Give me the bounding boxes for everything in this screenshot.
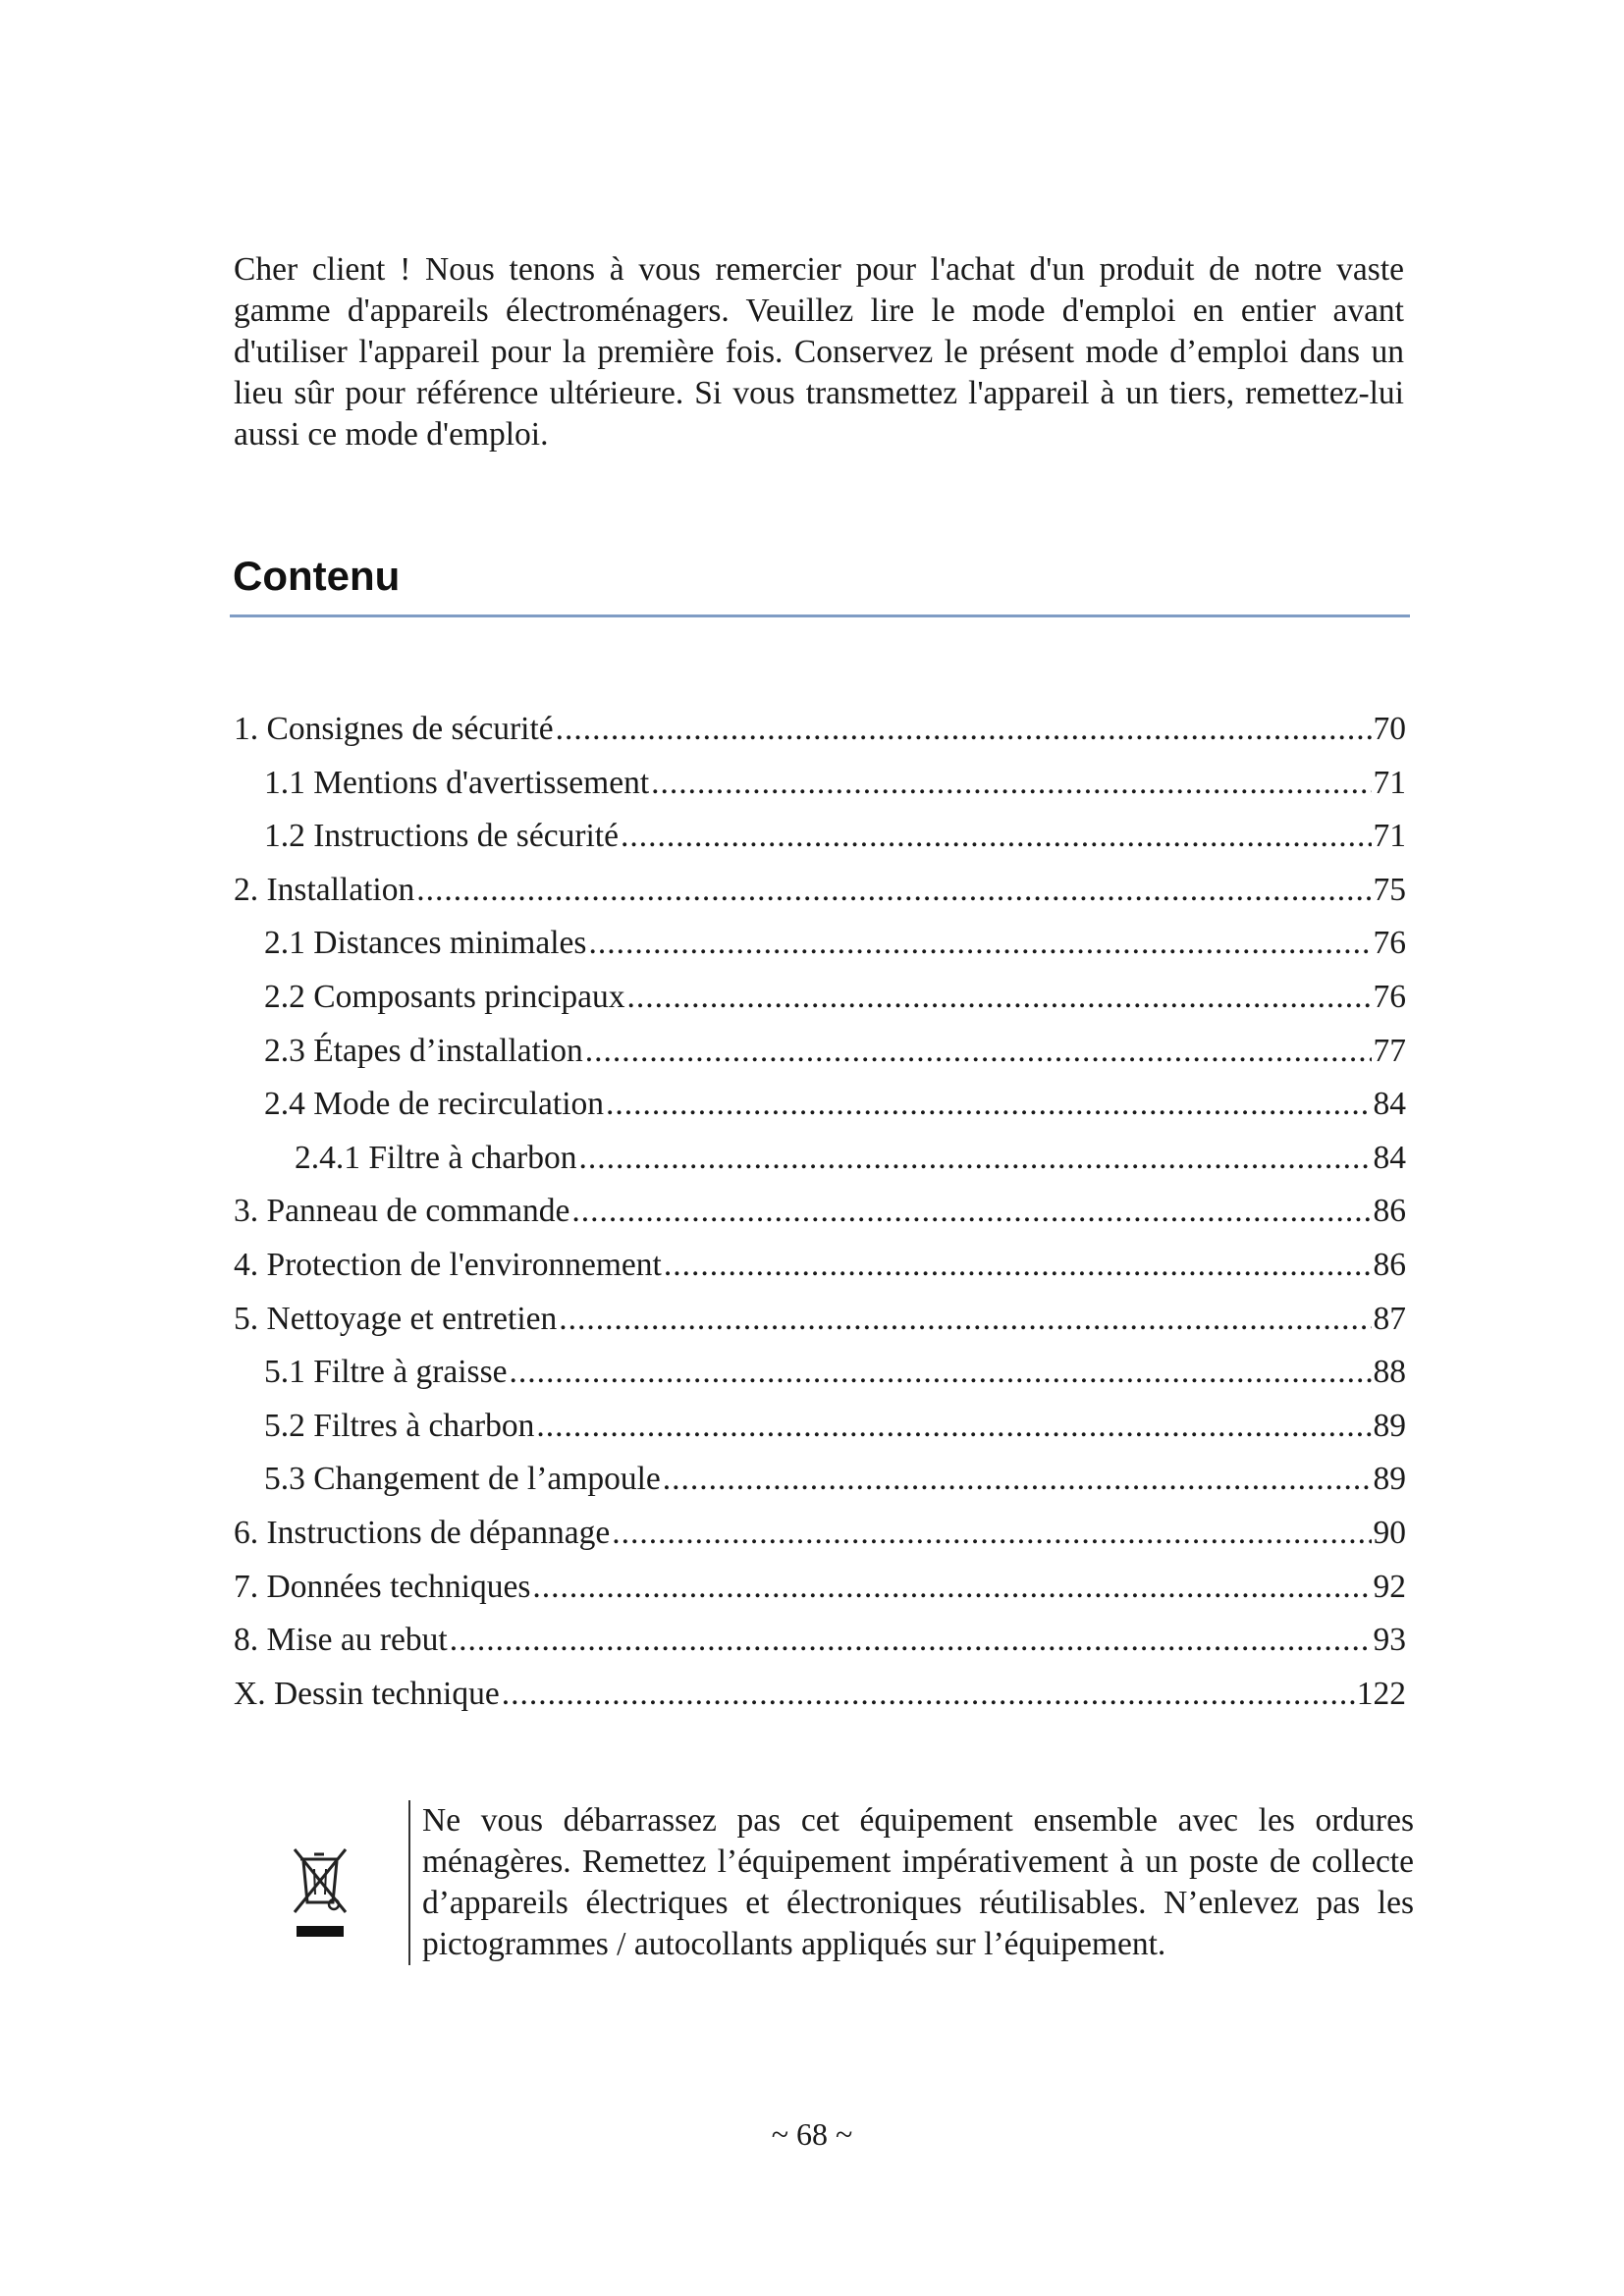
toc-entry[interactable] [234,1084,1406,1138]
toc-leader-dots [627,977,1372,1018]
toc-leader-dots [416,870,1371,911]
toc-leader-dots [578,1138,1371,1179]
toc-leader-dots [606,1084,1371,1125]
toc-entry[interactable] [234,923,1406,977]
toc-entry[interactable] [234,1513,1406,1567]
toc-entry-label: 6. Instructions de dépannage [234,1514,611,1551]
toc-entry-label: 2.4.1 Filtre à charbon [295,1139,577,1176]
toc-entry[interactable] [234,1406,1406,1460]
toc-entry-label: 4. Protection de l'environnement [234,1246,662,1283]
toc-entry-page: 86 [1373,1246,1406,1283]
crossed-out-wheelie-bin-icon [291,1845,352,1944]
toc-entry-label: 8. Mise au rebut [234,1622,448,1659]
toc-entry-label: 1. Consignes de sécurité [234,711,554,747]
toc-entry-page: 88 [1373,1354,1406,1391]
toc-entry[interactable] [234,1191,1406,1245]
contents-heading: Contenu [233,553,401,599]
heading-divider [230,614,1410,617]
toc-entry[interactable] [234,763,1406,817]
toc-entry[interactable] [234,1138,1406,1192]
toc-entry-page: 84 [1373,1086,1406,1123]
toc-leader-dots [588,923,1371,964]
toc-entry-label: 2. Installation [234,871,415,908]
toc-entry-page: 76 [1373,978,1406,1015]
toc-entry[interactable] [234,1031,1406,1085]
intro-paragraph: Cher client ! Nous tenons à vous remercier pour l'achat d'un produit de notre vaste gamme d'appareils électroménagers. Veuillez lire le mode d'emploi en entier avant d'utiliser l'appareil pour la première fois. Conservez le présent mode d’emploi dans un lieu sûr pour référence ultérieure. Si vous transmettez l'appareil à un tiers, remettez-lui aussi ce mode d'emploi. [234,251,1404,453]
toc-entry-page: 75 [1373,871,1406,908]
toc-entry-page: 71 [1373,818,1406,855]
toc-leader-dots [621,816,1372,857]
toc-entry-page: 70 [1373,711,1406,747]
toc-leader-dots [571,1191,1371,1232]
toc-entry-label: 5.2 Filtres à charbon [264,1407,535,1444]
toc-entry-page: 84 [1373,1139,1406,1176]
toc-entry[interactable] [234,1620,1406,1674]
toc-entry[interactable] [234,709,1406,763]
toc-entry-label: 5. Nettoyage et entretien [234,1300,558,1337]
toc-entry[interactable] [234,870,1406,924]
toc-entry[interactable] [234,1352,1406,1406]
toc-entry-label: 2.4 Mode de recirculation [264,1086,605,1123]
toc-leader-dots [532,1567,1371,1608]
toc-entry[interactable] [234,816,1406,870]
toc-entry-label: 5.3 Changement de l’ampoule [264,1461,661,1498]
toc-entry-page: 76 [1373,925,1406,962]
toc-entry-page: 71 [1373,764,1406,801]
toc-leader-dots [559,1299,1371,1340]
toc-leader-dots [536,1406,1371,1447]
toc-entry[interactable] [234,1245,1406,1299]
toc-entry[interactable] [234,977,1406,1031]
toc-entry-label: 2.3 Étapes d’installation [264,1032,583,1069]
toc-entry-page: 89 [1373,1461,1406,1498]
toc-leader-dots [450,1620,1372,1661]
toc-entry-page: 89 [1373,1407,1406,1444]
toc-leader-dots [585,1031,1372,1072]
disposal-notice: Ne vous débarrassez pas cet équipement ensemble avec les ordures ménagères. Remettez l’équipement impérativement à un poste de collecte d’appareils électriques et électroniques réutilisables. N’enlevez pas les pictogrammes / autocollants appliqués sur l’équipement. [408,1800,1414,1965]
toc-entry[interactable] [234,1459,1406,1513]
toc-entry-page: 122 [1356,1675,1406,1712]
toc-leader-dots [509,1352,1371,1393]
toc-leader-dots [663,1459,1372,1500]
toc-entry[interactable] [234,1299,1406,1353]
toc-entry-label: 5.1 Filtre à graisse [264,1354,508,1391]
toc-entry-label: 7. Données techniques [234,1568,531,1605]
toc-entry-label: X. Dessin technique [234,1675,500,1712]
toc-entry-page: 86 [1373,1193,1406,1230]
toc-entry-page: 87 [1373,1300,1406,1337]
toc-leader-dots [664,1245,1372,1286]
toc-entry-page: 90 [1373,1514,1406,1551]
toc-entry-page: 93 [1373,1622,1406,1659]
page-number: ~ 68 ~ [771,2116,853,2152]
toc-entry-page: 77 [1373,1032,1406,1069]
toc-leader-dots [612,1513,1371,1554]
toc-entry-label: 1.1 Mentions d'avertissement [264,764,650,801]
toc-entry[interactable] [234,1674,1406,1728]
toc-leader-dots [651,763,1371,804]
toc-entry-page: 92 [1373,1568,1406,1605]
toc-leader-dots [556,709,1372,750]
toc-leader-dots [502,1674,1355,1715]
toc-entry-label: 2.1 Distances minimales [264,925,587,962]
toc-entry-label: 1.2 Instructions de sécurité [264,818,619,855]
toc-entry[interactable] [234,1567,1406,1621]
toc-entry-label: 2.2 Composants principaux [264,978,625,1015]
toc-entry-label: 3. Panneau de commande [234,1193,570,1230]
table-of-contents [234,709,1406,1727]
